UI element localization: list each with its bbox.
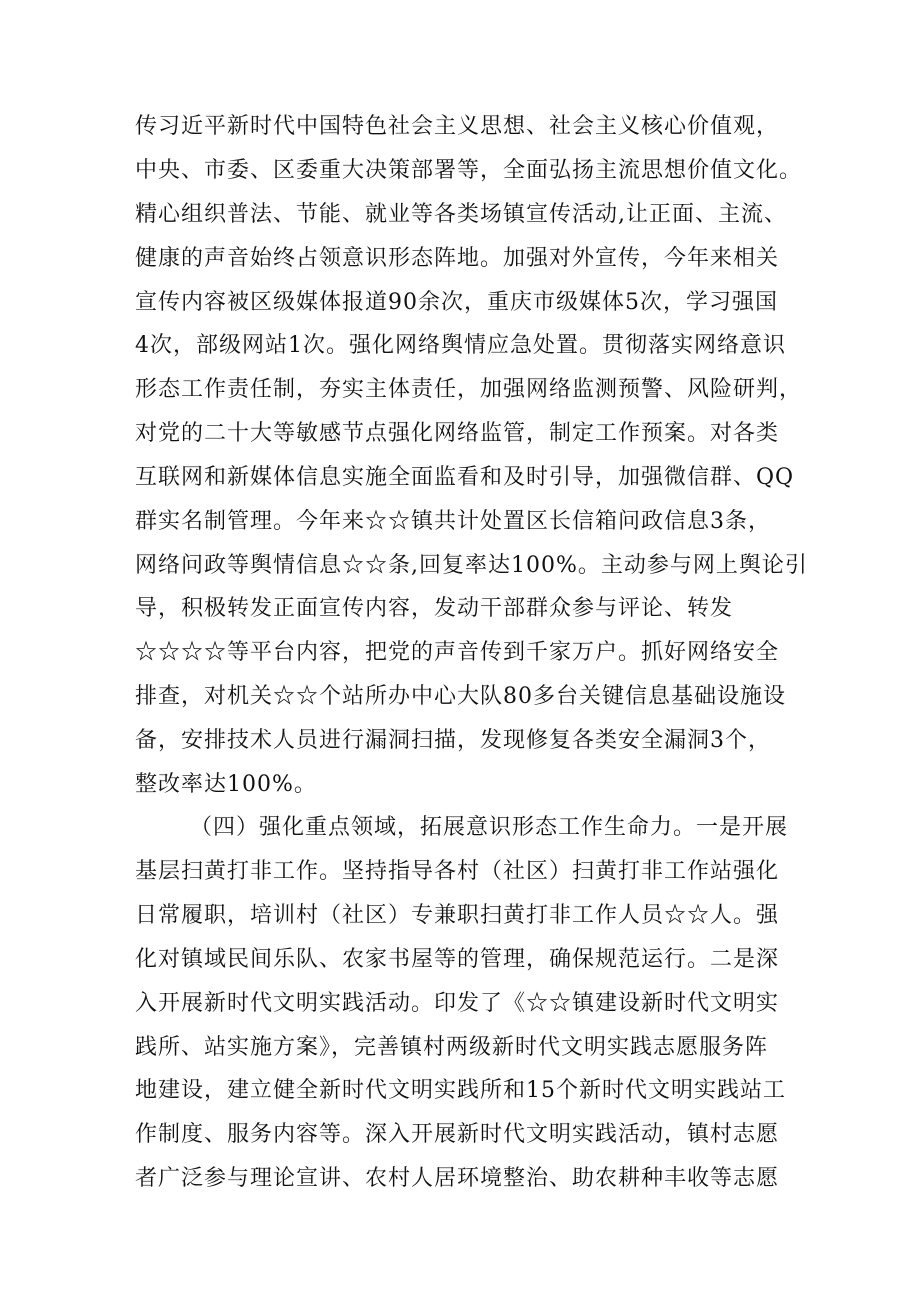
text-line: 宣传内容被区级媒体报道90余次，重庆市级媒体5次，学习强国 [135,290,778,315]
text-line: 地建设，建立健全新时代文明实践所和15个新时代文明实践站工 [135,1078,786,1103]
text-line: 精心组织普法、节能、就业等各类场镇宣传活动,让正面、主流、 [135,202,787,227]
text-line: ☆☆☆☆等平台内容，把党的声音传到千家万户。抓好网络安全 [135,640,780,665]
section-heading-line: （四）强化重点领域，拓展意识形态工作生命力。一是开展 [190,815,789,840]
text-line: 群实名制管理。今年来☆☆镇共计处置区长信箱问政信息3条， [135,509,771,534]
text-line: 传习近平新时代中国特色社会主义思想、社会主义核心价值观， [135,114,780,139]
text-line: 践所、站实施方案》，完善镇村两级新时代文明实践志愿服务阵 [135,1035,769,1060]
text-line: 4次，部级网站1次。强化网络舆情应急处置。贯彻落实网络意识 [135,333,786,358]
text-line: 者广泛参与理论宣讲、农村人居环境整治、助农耕种丰收等志愿 [135,1166,780,1191]
text-line: 作制度、服务内容等。深入开展新时代文明实践活动，镇村志愿 [135,1122,780,1147]
text-line: 排查，对机关☆☆个站所办中心大队80多台关键信息基础设施设 [135,684,786,709]
text-line: 入开展新时代文明实践活动。印发了《☆☆镇建设新时代文明实 [135,991,780,1016]
text-line: 形态工作责任制，夯实主体责任，加强网络监测预警、风险研判， [135,377,803,402]
text-line: 互联网和新媒体信息实施全面监看和及时引导，加强微信群、QQ [135,465,795,490]
text-line: 网络问政等舆情信息☆☆条,回复率达100%。主动参与网上舆论引 [135,553,808,578]
text-line: 对党的二十大等敏感节点强化网络监管，制定工作预案。对各类 [135,421,780,446]
text-line: 整改率达100%。 [135,772,317,797]
text-line: 化对镇域民间乐队、农家书屋等的管理，确保规范运行。二是深 [135,947,780,972]
text-line: 导，积极转发正面宣传内容，发动干部群众参与评论、转发 [135,596,734,621]
text-line: 日常履职，培训村（社区）专兼职扫黄打非工作人员☆☆人。强 [135,903,780,928]
text-line: 健康的声音始终占领意识形态阵地。加强对外宣传，今年来相关 [135,246,780,271]
text-line: 备，安排技术人员进行漏洞扫描，发现修复各类安全漏洞3个， [135,728,771,753]
text-line: 中央、市委、区委重大决策部署等，全面弘扬主流思想价值文化。 [135,158,803,183]
text-line: 基层扫黄打非工作。坚持指导各村（社区）扫黄打非工作站强化 [135,859,780,884]
